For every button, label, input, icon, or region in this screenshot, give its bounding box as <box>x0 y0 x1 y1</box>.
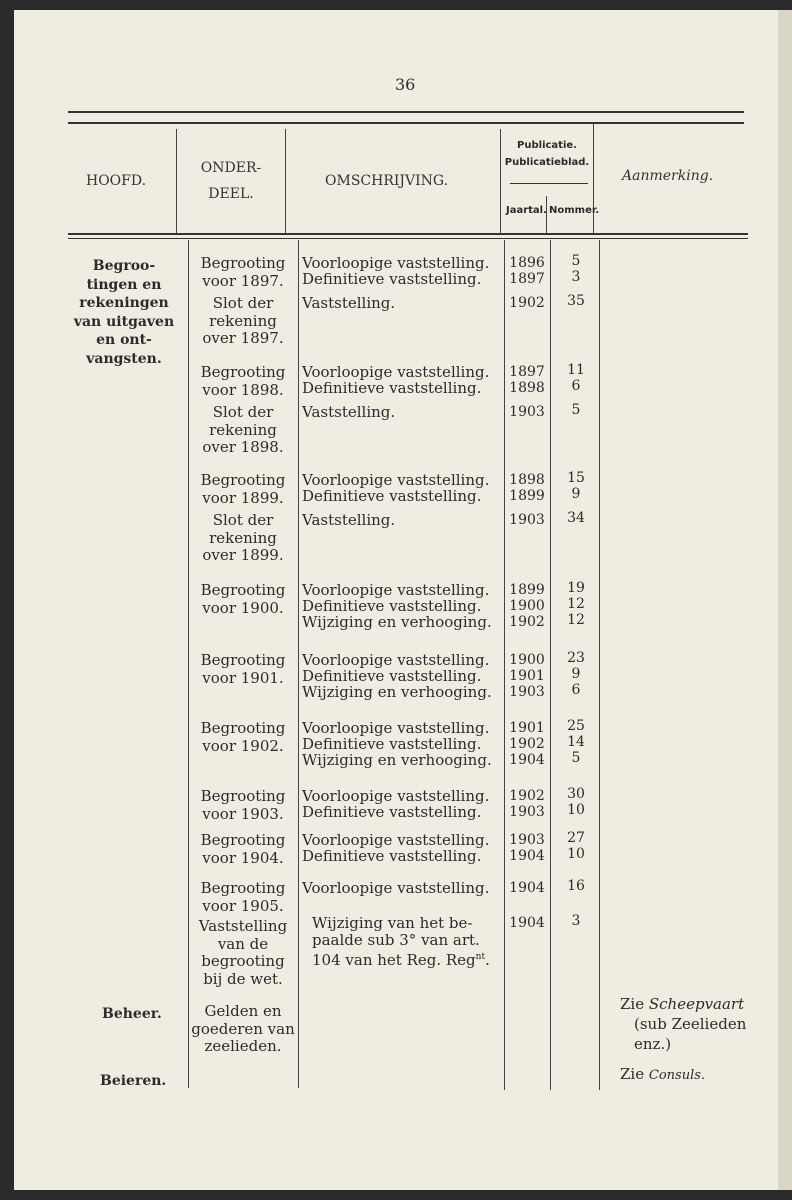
onderdeel-line: voor 1900. <box>202 598 284 617</box>
row-omschrijving: Definitieve vaststelling. <box>302 803 482 821</box>
wijziging-superscript: nt <box>475 952 486 962</box>
row-jaartal: 1902 <box>509 295 545 311</box>
hoofd-line: tingen en <box>86 276 162 293</box>
row-jaartal: 1899 <box>509 488 545 504</box>
row-nommer: 6 <box>571 682 581 698</box>
row-nommer: 15 <box>567 470 585 486</box>
aanmerking-beieren-ref: Consuls. <box>648 1068 706 1083</box>
hoofd-line: Begroo- <box>92 258 156 274</box>
onderdeel-line: bij de wet. <box>203 969 283 988</box>
hoofd-line: rekeningen <box>79 295 169 311</box>
hoofd-beieren: Beieren. <box>100 1073 167 1089</box>
row-jaartal: 1902 <box>509 736 545 752</box>
onderdeel-line: Begrooting <box>200 787 286 805</box>
row-jaartal: 1900 <box>509 598 545 614</box>
onderdeel-line: Slot der <box>212 511 274 529</box>
row-nommer: 11 <box>567 362 585 378</box>
row-jaartal: 1904 <box>509 848 545 864</box>
row-nommer: 16 <box>567 878 585 894</box>
row-omschrijving: Voorloopige vaststelling. <box>302 879 490 897</box>
onderdeel-line: Slot der <box>212 403 274 421</box>
row-omschrijving: Wijziging en verhooging. <box>302 751 492 769</box>
header-divider-5 <box>593 124 594 233</box>
onderdeel-line: Begrooting <box>200 651 286 669</box>
row-omschrijving: Voorloopige vaststelling. <box>302 651 490 669</box>
row-nommer: 14 <box>567 734 585 750</box>
row-nommer: 10 <box>567 846 585 862</box>
aanmerking-beieren-prefix: Zie <box>620 1065 649 1083</box>
onderdeel-line: Slot der <box>212 294 274 312</box>
row-nommer: 23 <box>567 650 585 666</box>
top-rule-thick <box>68 111 744 113</box>
onderdeel-line: Vaststelling <box>198 917 288 935</box>
onderdeel-line: van de <box>217 934 269 953</box>
row-omschrijving: Definitieve vaststelling. <box>302 735 482 753</box>
row-omschrijving: Vaststelling. <box>302 511 396 529</box>
row-omschrijving: Definitieve vaststelling. <box>302 667 482 685</box>
onderdeel-line: Begrooting <box>200 719 286 737</box>
row-omschrijving: Definitieve vaststelling. <box>302 597 482 615</box>
hoofd-line: van uitgaven <box>73 313 175 330</box>
onderdeel-line: goederen van <box>191 1019 295 1038</box>
hoofd-line: vangsten. <box>86 350 162 367</box>
onderdeel-line: over 1897. <box>202 329 284 347</box>
row-omschrijving: Voorloopige vaststelling. <box>302 581 490 599</box>
row-jaartal: 1901 <box>509 720 545 736</box>
wijziging-line-3: 104 van het Reg. Reg <box>312 951 476 969</box>
row-omschrijving: Vaststelling. <box>302 403 396 421</box>
header-onderdeel-1: ONDER- <box>200 160 262 176</box>
row-omschrijving: Voorloopige vaststelling. <box>302 471 490 489</box>
onderdeel-line: voor 1905. <box>202 896 284 915</box>
row-jaartal: 1900 <box>509 652 545 668</box>
body-divider-1 <box>188 240 189 1088</box>
aanmerking-beieren <box>620 1066 705 1084</box>
onderdeel-line: begrooting <box>201 952 285 970</box>
body-divider-3 <box>504 240 505 1090</box>
wijziging-line-2: paalde sub 3° van art. <box>312 931 480 949</box>
row-jaartal: 1896 <box>509 255 545 271</box>
onderdeel-line: Begrooting <box>200 831 286 849</box>
aanmerking-beheer <box>620 996 770 1053</box>
body-divider-2 <box>298 240 299 1088</box>
row-omschrijving: Wijziging en verhooging. <box>302 683 492 701</box>
page-edge <box>778 10 792 1190</box>
onderdeel-line: Begrooting <box>200 879 286 897</box>
row-nommer: 34 <box>567 510 585 526</box>
row-nommer: 12 <box>567 596 585 612</box>
row-omschrijving: Vaststelling. <box>302 294 396 312</box>
aanmerking-beheer-line3: enz.) <box>634 1035 672 1053</box>
row-nommer: 30 <box>567 786 585 802</box>
row-jaartal: 1902 <box>509 614 545 630</box>
row-jaartal: 1899 <box>509 582 545 598</box>
row-jaartal: 1904 <box>509 880 545 896</box>
row-omschrijving: Voorloopige vaststelling. <box>302 719 490 737</box>
body-divider-4 <box>550 240 551 1090</box>
onderdeel-line: voor 1898. <box>202 380 284 399</box>
onderdeel-line: voor 1899. <box>202 488 284 507</box>
onderdeel-line: zeelieden. <box>204 1037 282 1055</box>
row-omschrijving: Voorloopige vaststelling. <box>302 831 490 849</box>
wijziging-dot: . <box>485 951 490 969</box>
onderdeel-line: voor 1904. <box>202 848 284 867</box>
row-jaartal: 1904 <box>509 915 545 931</box>
page-number: 36 <box>395 75 416 94</box>
row-jaartal: 1897 <box>509 271 545 287</box>
onderdeel-line: voor 1897. <box>202 271 284 290</box>
row-nommer: 19 <box>567 580 585 596</box>
onderdeel-line: voor 1901. <box>202 668 284 687</box>
row-jaartal: 1901 <box>509 668 545 684</box>
onderdeel-line: Begrooting <box>200 471 286 489</box>
row-jaartal: 1903 <box>509 832 545 848</box>
row-jaartal: 1904 <box>509 752 545 768</box>
row-nommer: 27 <box>567 830 585 846</box>
aanmerking-beheer-prefix: Zie <box>620 995 649 1013</box>
header-publicatieblad: Publicatieblad. <box>504 157 590 168</box>
wijziging-description <box>312 915 502 969</box>
onderdeel-line: Begrooting <box>200 581 286 599</box>
header-jaartal: Jaartal. <box>506 205 547 216</box>
header-omschrijving: OMSCHRIJVING. <box>325 173 449 189</box>
row-jaartal: 1903 <box>509 512 545 528</box>
row-jaartal: 1903 <box>509 804 545 820</box>
body-divider-5 <box>599 240 600 1090</box>
onderdeel-line: rekening <box>209 528 277 547</box>
row-omschrijving: Definitieve vaststelling. <box>302 847 482 865</box>
row-jaartal: 1902 <box>509 788 545 804</box>
wijziging-line-1: Wijziging van het be- <box>312 914 473 932</box>
aanmerking-beheer-ref: Scheepvaart <box>648 995 745 1013</box>
header-divider-1 <box>176 129 177 233</box>
row-nommer: 12 <box>567 612 585 628</box>
row-nommer: 5 <box>571 750 581 766</box>
row-nommer: 10 <box>567 802 585 818</box>
row-nommer: 3 <box>571 913 581 929</box>
header-publicatie: Publicatie. <box>517 140 577 151</box>
onderdeel-line: over 1899. <box>202 546 284 564</box>
row-omschrijving: Voorloopige vaststelling. <box>302 787 490 805</box>
top-rule <box>68 122 744 124</box>
row-jaartal: 1903 <box>509 404 545 420</box>
row-nommer: 9 <box>571 666 581 682</box>
header-onderdeel-2: DEEL. <box>208 186 254 202</box>
row-nommer: 9 <box>571 486 581 502</box>
aanmerking-beheer-line2: (sub Zeelieden <box>634 1015 747 1033</box>
onderdeel-line: Begrooting <box>200 363 286 381</box>
onderdeel-line: voor 1903. <box>202 804 284 823</box>
header-aanmerking: Aanmerking. <box>622 168 714 184</box>
onderdeel-line: Gelden en <box>204 1002 282 1020</box>
row-jaartal: 1903 <box>509 684 545 700</box>
row-nommer: 5 <box>571 402 581 418</box>
header-hoofd: HOOFD. <box>86 173 147 189</box>
header-divider-2 <box>285 129 286 233</box>
publicatie-rule <box>510 183 588 184</box>
hoofd-line: en ont- <box>96 332 152 348</box>
row-nommer: 6 <box>571 378 581 394</box>
row-nommer: 35 <box>567 293 585 309</box>
onderdeel-line: rekening <box>209 420 277 439</box>
row-jaartal: 1898 <box>509 380 545 396</box>
row-nommer: 3 <box>571 269 581 285</box>
onderdeel-line: over 1898. <box>202 438 284 456</box>
row-jaartal: 1897 <box>509 364 545 380</box>
onderdeel-line: Begrooting <box>200 254 286 272</box>
row-omschrijving: Definitieve vaststelling. <box>302 379 482 397</box>
row-omschrijving: Definitieve vaststelling. <box>302 487 482 505</box>
row-omschrijving: Definitieve vaststelling. <box>302 270 482 288</box>
row-nommer: 5 <box>571 253 581 269</box>
header-divider-3 <box>500 129 501 233</box>
row-jaartal: 1898 <box>509 472 545 488</box>
row-omschrijving: Wijziging en verhooging. <box>302 613 492 631</box>
onderdeel-line: rekening <box>209 311 277 330</box>
header-rule <box>68 233 748 235</box>
header-nommer: Nommer. <box>549 205 600 216</box>
hoofd-beheer: Beheer. <box>102 1006 162 1022</box>
row-omschrijving: Voorloopige vaststelling. <box>302 254 490 272</box>
row-omschrijving: Voorloopige vaststelling. <box>302 363 490 381</box>
header-rule-thin <box>68 238 748 239</box>
onderdeel-line: voor 1902. <box>202 736 284 755</box>
row-nommer: 25 <box>567 718 585 734</box>
